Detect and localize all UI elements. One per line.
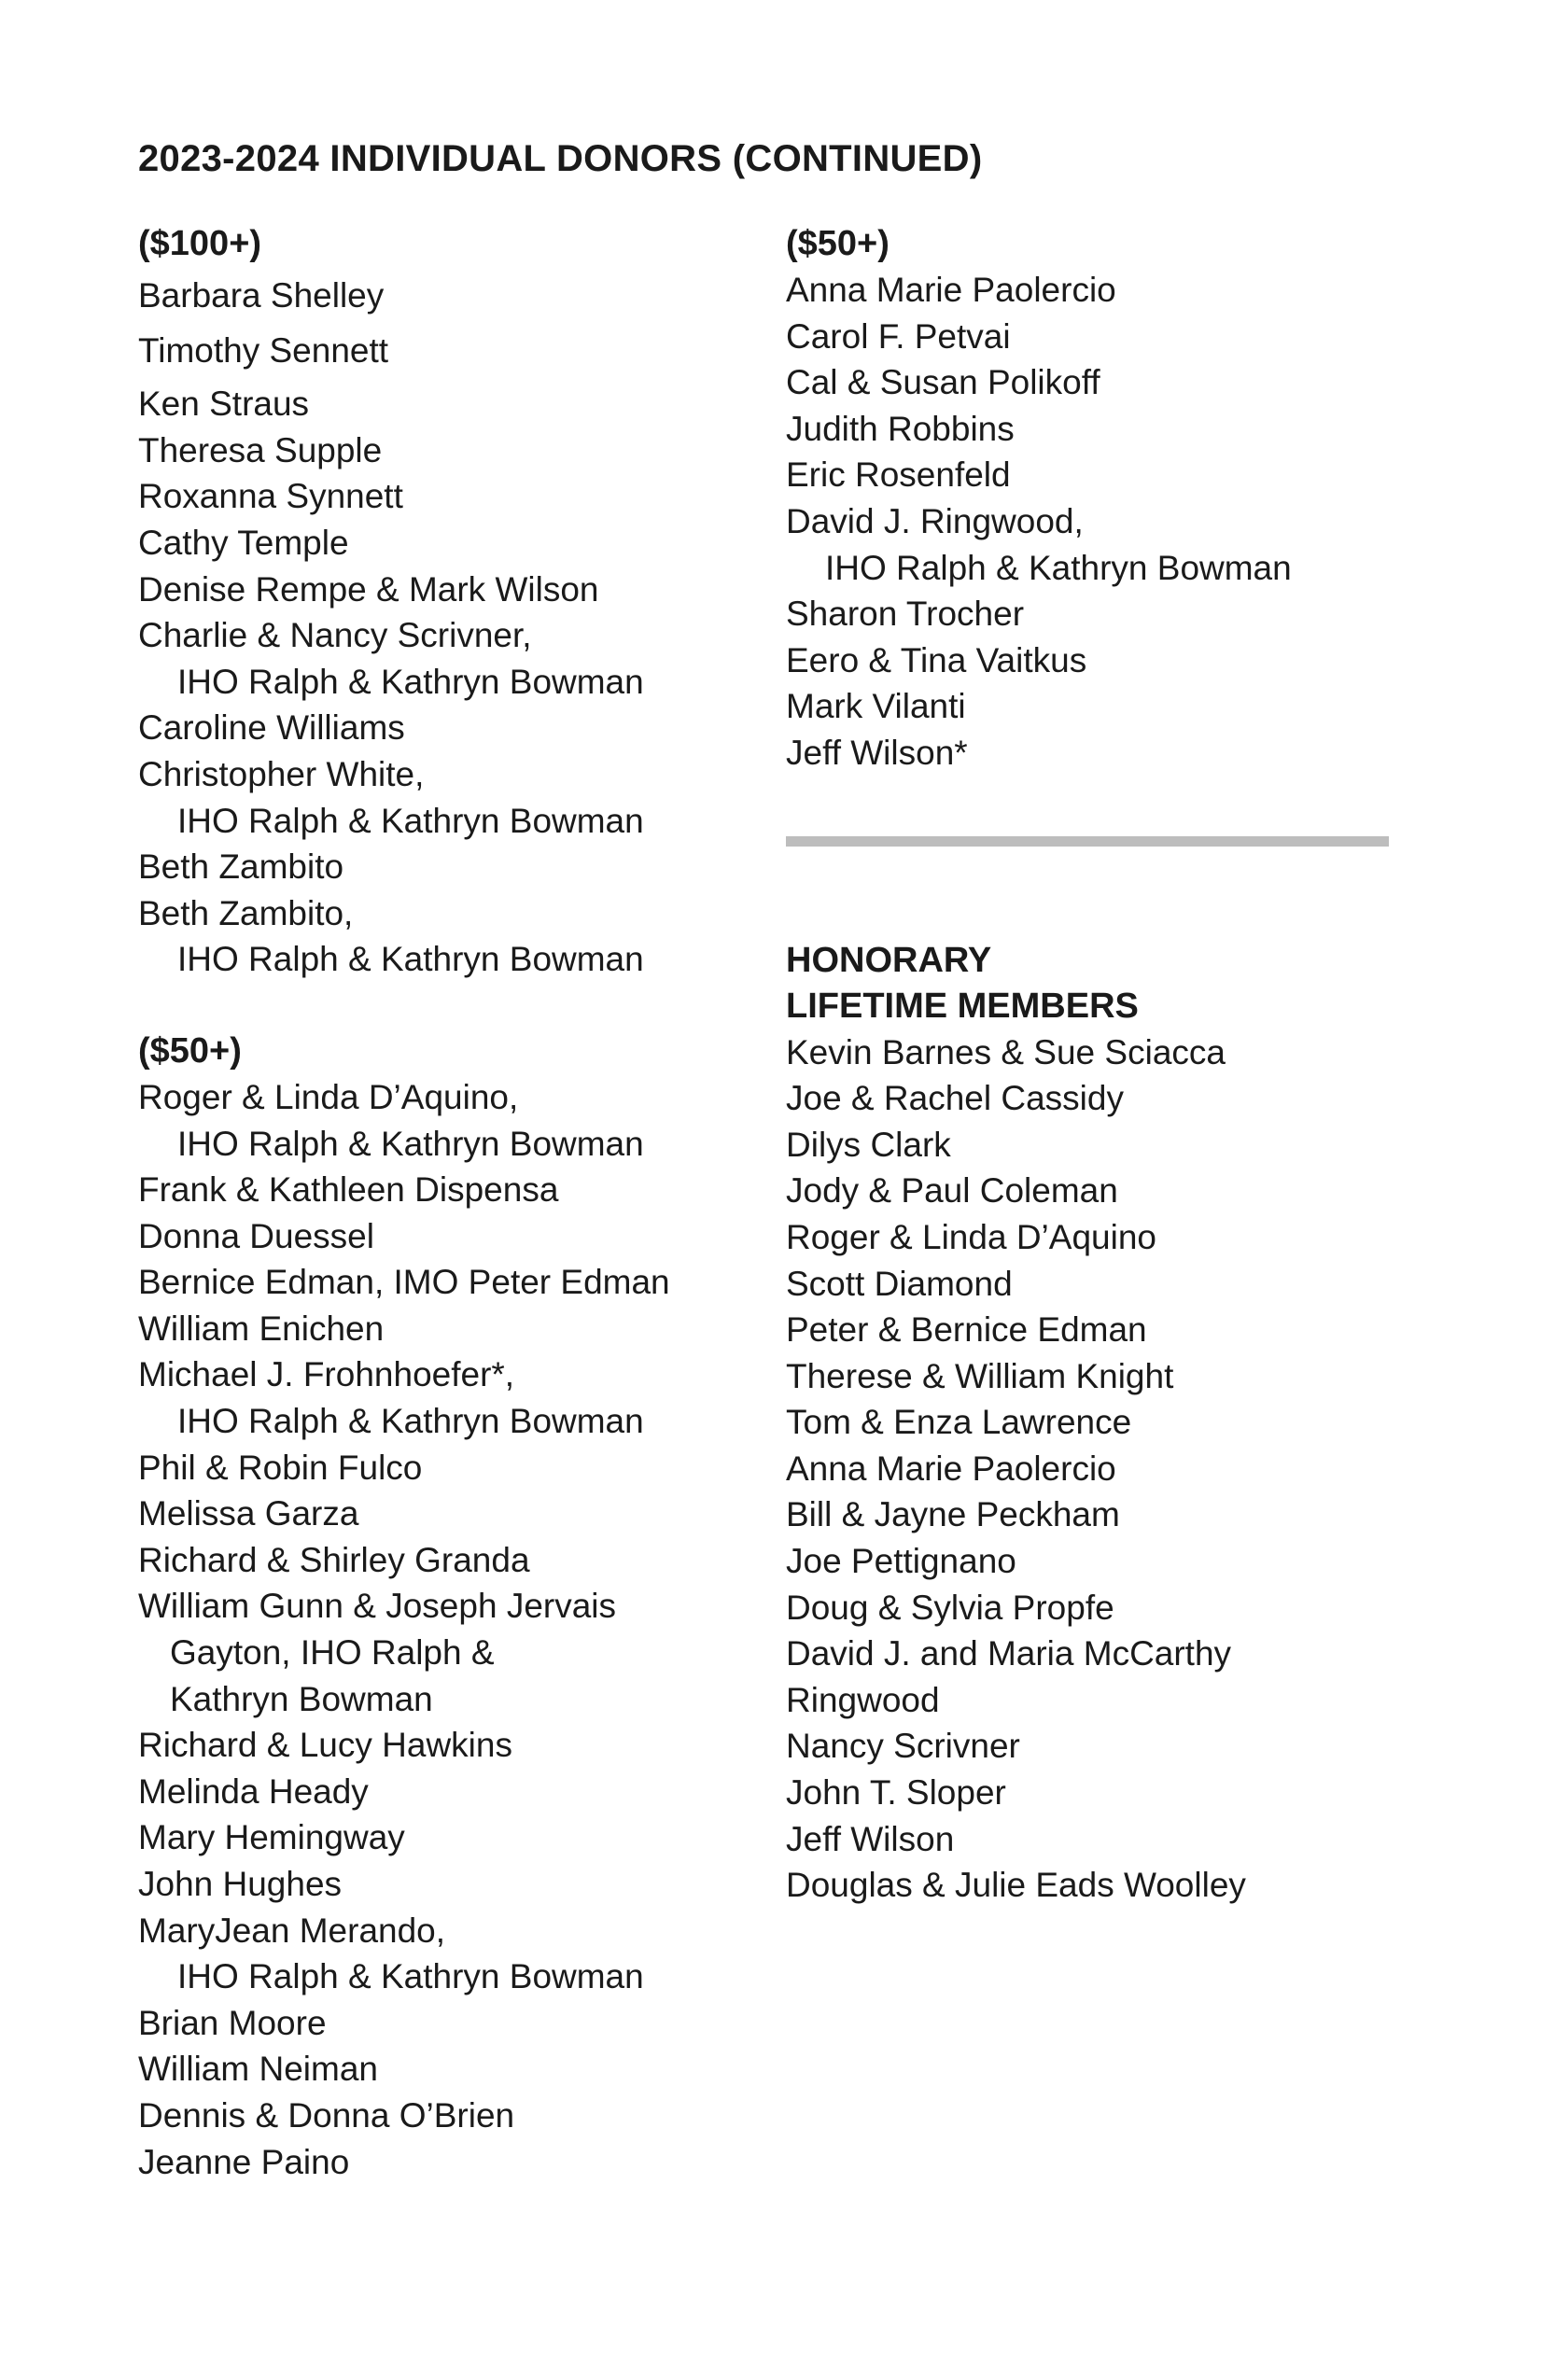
member-name: Jeff Wilson	[786, 1819, 955, 1858]
member-name: Joe Pettignano	[786, 1542, 1016, 1581]
section-50-left	[138, 1028, 735, 2185]
donor-name: John Hughes	[138, 1865, 343, 1903]
member-name: Anna Marie Paolercio	[786, 1449, 1116, 1488]
donor-name: Eric Rosenfeld	[786, 455, 1011, 495]
member-name: Peter & Bernice Edman	[786, 1310, 1147, 1350]
donor-name: William Enichen	[138, 1309, 385, 1348]
donor-name: Cathy Temple	[138, 523, 349, 562]
member-name: Douglas & Julie Eads Woolley	[786, 1866, 1246, 1905]
donor-tribute-line: IHO Ralph & Kathryn Bowman	[825, 548, 1292, 587]
donor-name: Timothy Sennett	[138, 330, 389, 370]
member-name: Doug & Sylvia Propfe	[786, 1588, 1114, 1627]
honorary-heading-line2: LIFETIME MEMBERS	[786, 986, 1139, 1026]
section-50-right	[786, 220, 1421, 777]
member-name: Scott Diamond	[786, 1264, 1013, 1303]
right-column	[786, 220, 1421, 1909]
donor-name: MaryJean Merando,	[138, 1911, 446, 1950]
donor-name: Charlie & Nancy Scrivner,	[138, 616, 532, 655]
donor-name: Roger & Linda D’Aquino,	[138, 1077, 519, 1116]
section-heading-100: ($100+)	[138, 224, 262, 263]
donor-tribute-line: IHO Ralph & Kathryn Bowman	[177, 662, 644, 701]
donor-tribute-line: IHO Ralph & Kathryn Bowman	[177, 1402, 644, 1441]
donor-name: Jeff Wilson*	[786, 733, 968, 772]
donor-name: Mary Hemingway	[138, 1818, 405, 1857]
member-name: Ringwood	[786, 1680, 940, 1719]
donor-name: Caroline Williams	[138, 708, 405, 748]
donor-name: William Gunn & Joseph Jervais	[138, 1587, 617, 1626]
member-name: Roger & Linda D’Aquino	[786, 1217, 1156, 1256]
donor-tribute-line: Gayton, IHO Ralph &	[170, 1633, 495, 1673]
donor-name: Bernice Edman, IMO Peter Edman	[138, 1263, 670, 1302]
donor-name: Eero & Tina Vaitkus	[786, 640, 1087, 679]
donor-name: Barbara Shelley	[138, 276, 385, 315]
member-name: Jody & Paul Coleman	[786, 1171, 1118, 1211]
member-name: Bill & Jayne Peckham	[786, 1495, 1120, 1534]
donor-name: Beth Zambito,	[138, 893, 354, 932]
donor-name: Melinda Heady	[138, 1771, 369, 1811]
section-honorary	[786, 938, 1421, 1909]
donor-name: Donna Duessel	[138, 1216, 374, 1255]
donor-name: Jeanne Paino	[138, 2142, 350, 2181]
member-name: Therese & William Knight	[786, 1356, 1174, 1395]
donor-name: Cal & Susan Polikoff	[786, 363, 1100, 402]
donor-tribute-line: IHO Ralph & Kathryn Bowman	[177, 1124, 644, 1163]
member-name: Joe & Rachel Cassidy	[786, 1079, 1124, 1118]
donor-name: Richard & Lucy Hawkins	[138, 1726, 512, 1765]
member-name: David J. and Maria McCarthy	[786, 1634, 1232, 1673]
donor-name: Christopher White,	[138, 754, 425, 793]
donor-name: Sharon Trocher	[786, 595, 1025, 634]
donor-name: Judith Robbins	[786, 409, 1015, 448]
donor-tribute-line: IHO Ralph & Kathryn Bowman	[177, 1957, 644, 1996]
donor-name: Michael J. Frohnhoefer*,	[138, 1355, 515, 1394]
member-name: John T. Sloper	[786, 1773, 1006, 1813]
member-name: Tom & Enza Lawrence	[786, 1403, 1132, 1442]
donor-name: Melissa Garza	[138, 1494, 359, 1533]
section-heading-50: ($50+)	[786, 224, 890, 263]
donor-name: Frank & Kathleen Dispensa	[138, 1170, 559, 1210]
section-100-left	[138, 220, 735, 983]
section-divider	[786, 836, 1389, 847]
donor-tribute-line: IHO Ralph & Kathryn Bowman	[177, 940, 644, 979]
donor-name: Dennis & Donna O’Brien	[138, 2095, 515, 2135]
donor-name: Theresa Supple	[138, 430, 383, 469]
honorary-heading-line1: HONORARY	[786, 940, 992, 980]
member-name: Nancy Scrivner	[786, 1727, 1020, 1766]
donor-name: Anna Marie Paolercio	[786, 271, 1116, 309]
donor-name: Brian Moore	[138, 2003, 327, 2042]
donor-name: Ken Straus	[138, 385, 310, 424]
donor-name: David J. Ringwood,	[786, 501, 1084, 540]
section-heading-50: ($50+)	[138, 1030, 242, 1071]
donor-name: Mark Vilanti	[786, 687, 966, 726]
member-name: Kevin Barnes & Sue Sciacca	[786, 1032, 1226, 1071]
donor-tribute-line: IHO Ralph & Kathryn Bowman	[177, 801, 644, 840]
donor-name: Carol F. Petvai	[786, 316, 1011, 356]
donor-name: William Neiman	[138, 2050, 378, 2089]
donor-name: Roxanna Synnett	[138, 477, 403, 516]
page-title: 2023-2024 INDIVIDUAL DONORS (CONTINUED)	[138, 138, 983, 179]
member-name: Dilys Clark	[786, 1125, 951, 1164]
donor-name: Denise Rempe & Mark Wilson	[138, 569, 599, 609]
left-column	[138, 220, 735, 2185]
donor-name: Phil & Robin Fulco	[138, 1448, 423, 1487]
donor-name: Richard & Shirley Granda	[138, 1540, 530, 1579]
donor-tribute-line: Kathryn Bowman	[170, 1679, 433, 1718]
donor-name: Beth Zambito	[138, 847, 344, 887]
